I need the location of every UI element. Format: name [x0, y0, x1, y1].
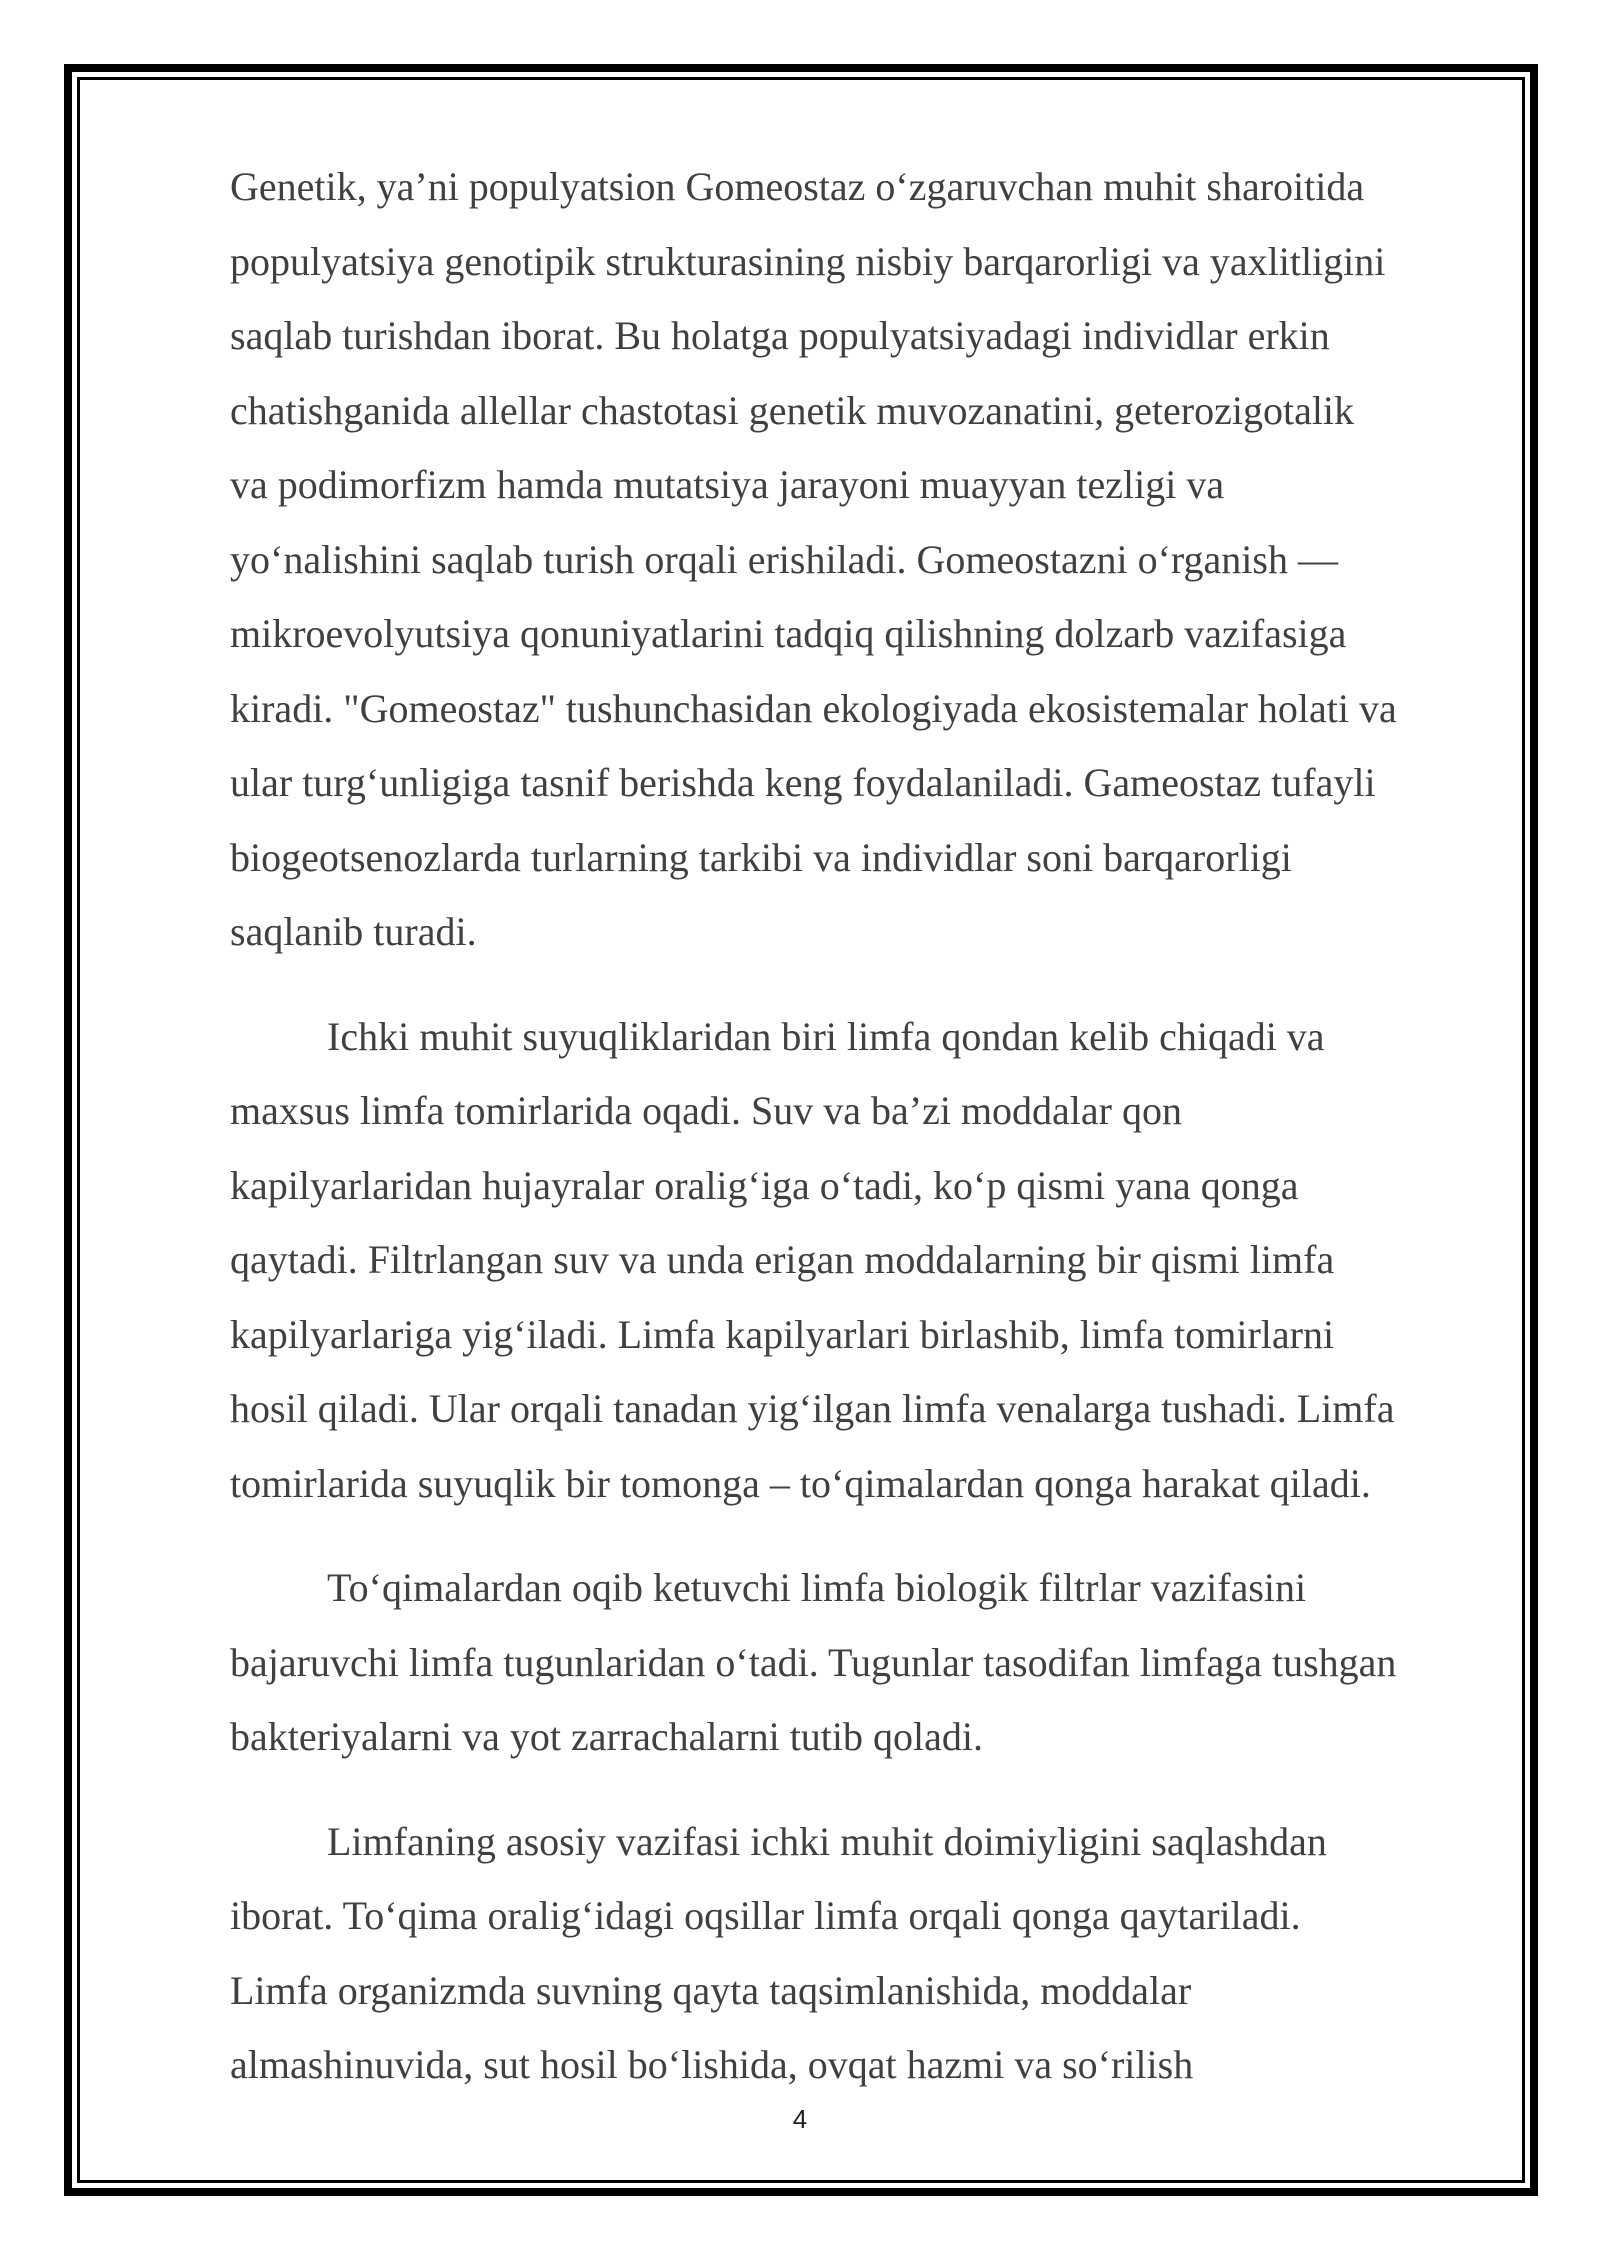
text-line: populyatsiya genotipik strukturasining nisbiy barqarorligi va yaxlitligini — [230, 238, 1386, 284]
text-line: kapilyarlariga yigʻiladi. Limfa kapilyarlari birlashib, limfa tomirlarni — [230, 1311, 1335, 1357]
text-line: bakteriyalarni va yot zarrachalarni tutib qoladi. — [230, 1714, 984, 1759]
text-line: Genetik, ya’ni populyatsion Gomeostaz oʻzgaruvchan muhit sharoitida — [230, 164, 1365, 209]
paragraph-limfa-intro — [230, 1000, 1500, 1522]
paragraph-limfa-tugunlari — [230, 1551, 1500, 1775]
text-line: kiradi. "Gomeostaz" tushunchasidan ekologiyada ekosistemalar holati va — [230, 685, 1397, 731]
text-line: Toʻqimalardan oqib ketuvchi limfa biologik filtrlar vazifasini — [327, 1565, 1307, 1610]
text-line: Ichki muhit suyuqliklaridan biri limfa qondan kelib chiqadi va — [327, 1013, 1325, 1059]
text-line: tomirlarida suyuqlik bir tomonga – toʻqimalardan qonga harakat qiladi. — [230, 1460, 1371, 1506]
document-body — [230, 150, 1500, 2133]
text-line: iborat. Toʻqima oraligʻidagi oqsillar limfa orqali qonga qaytariladi. — [230, 1893, 1301, 1938]
text-line: ular turgʻunligiga tasnif berishda keng foydalaniladi. Gameostaz tufayli — [230, 760, 1376, 805]
text-line: bajaruvchi limfa tugunlaridan oʻtadi. Tugunlar tasodifan limfaga tushgan — [230, 1639, 1397, 1685]
text-line: va podimorfizm hamda mutatsiya jarayoni muayyan tezligi va — [230, 462, 1225, 507]
text-line: Limfa organizmda suvning qayta taqsimlanishida, moddalar — [230, 1967, 1192, 2013]
text-line: chatishganida allellar chastotasi genetik muvozanatini, geterozigotalik — [230, 387, 1355, 433]
text-line: yoʻnalishini saqlab turish orqali erishiladi. Gomeostazni oʻrganish — — [230, 536, 1338, 582]
text-line: qaytadi. Filtrlangan suv va unda erigan moddalarning bir qismi limfa — [230, 1237, 1335, 1282]
text-line: saqlanib turadi. — [230, 909, 477, 954]
text-line: maxsus limfa tomirlarida oqadi. Suv va ba’zi moddalar qon — [230, 1088, 1182, 1133]
text-line: almashinuvida, sut hosil boʻlishida, ovqat hazmi va soʻrilish — [230, 2042, 1194, 2087]
text-line: saqlab turishdan iborat. Bu holatga populyatsiyadagi individlar erkin — [230, 313, 1330, 358]
text-line: mikroevolyutsiya qonuniyatlarini tadqiq qilishning dolzarb vazifasiga — [230, 611, 1347, 656]
paragraph-gomeostaz — [230, 150, 1500, 970]
text-line: hosil qiladi. Ular orqali tanadan yigʻilgan limfa venalarga tushadi. Limfa — [230, 1386, 1395, 1431]
text-line: kapilyarlaridan hujayralar oraligʻiga oʻtadi, koʻp qismi yana qonga — [230, 1162, 1299, 1208]
text-line: Limfaning asosiy vazifasi ichki muhit doimiyligini saqlashdan — [327, 1818, 1327, 1864]
page-number: 4 — [792, 2104, 808, 2134]
paragraph-limfa-vazifasi — [230, 1805, 1500, 2103]
text-line: biogeotsenozlarda turlarning tarkibi va individlar soni barqarorligi — [230, 834, 1292, 880]
